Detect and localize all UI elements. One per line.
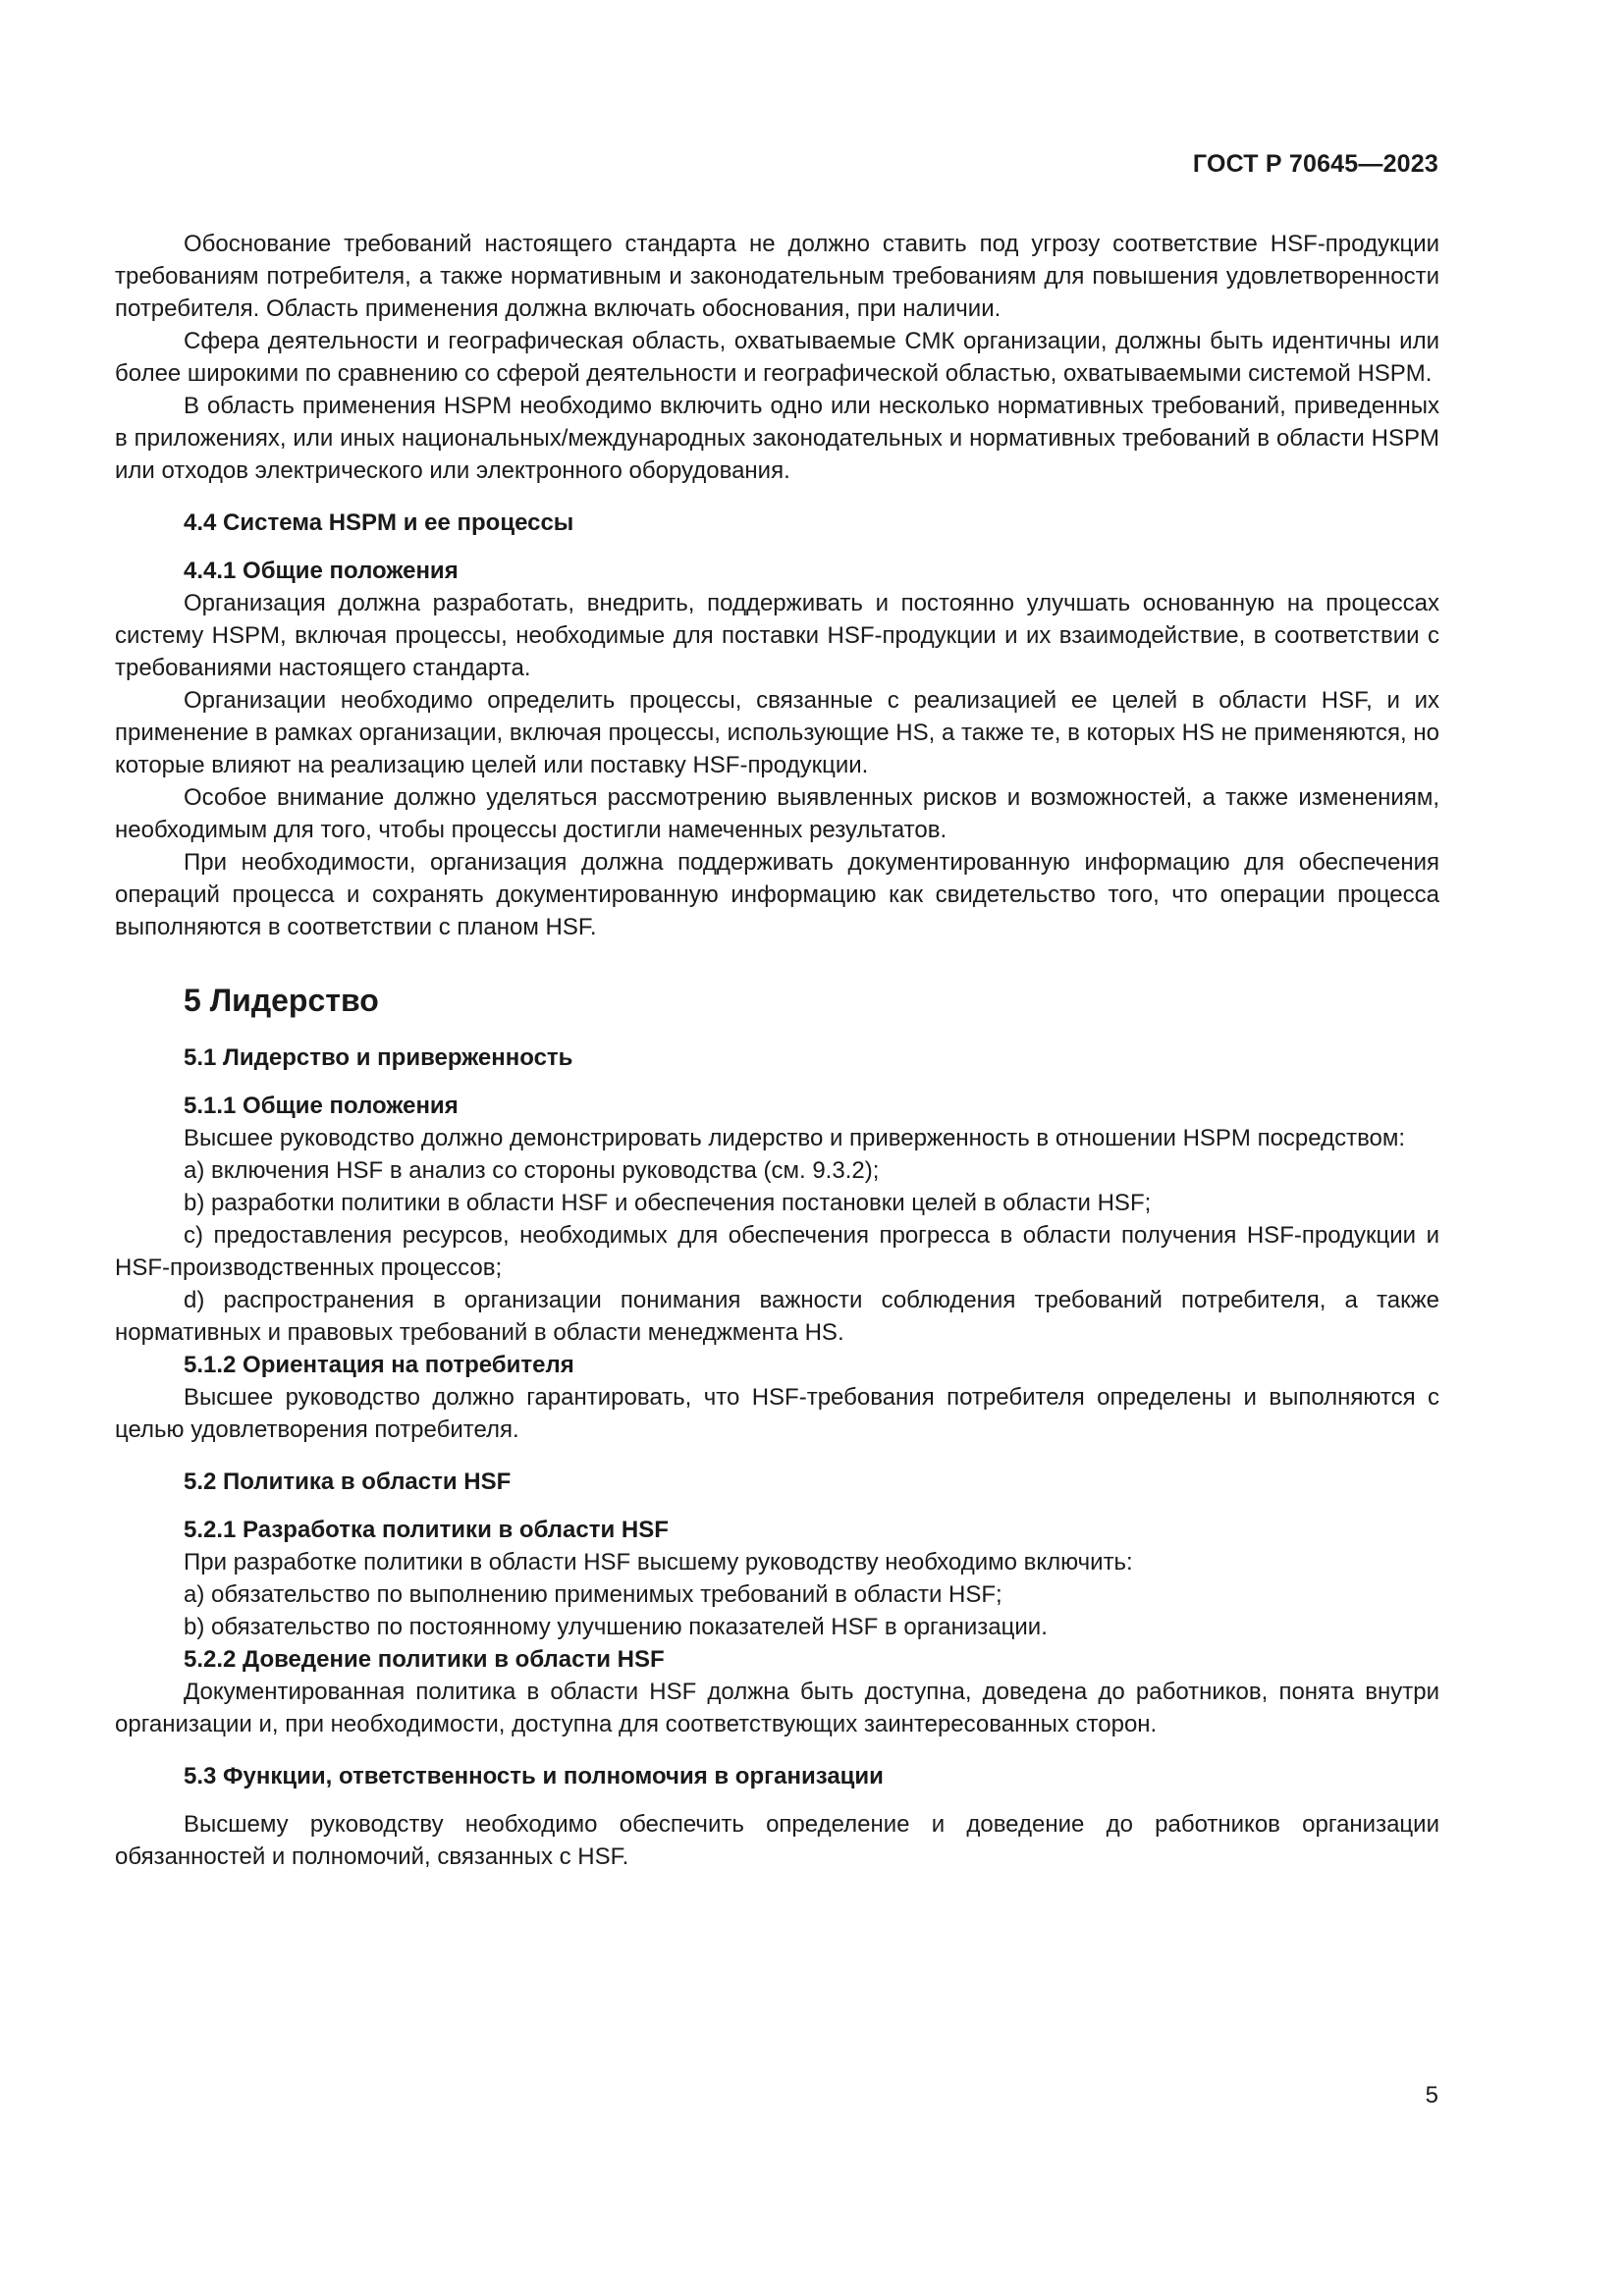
paragraph: Сфера деятельности и географическая область, охватываемые СМК организации, должны быть идентичны или более широкими по сравнению со сферой деятельности и географической областью, охватываемыми системой HSPM. [115, 328, 1439, 387]
page-content [115, 228, 1439, 1873]
section-heading-5-2-1: 5.2.1 Разработка политики в области HSF [184, 1517, 669, 1543]
section-heading-4-4-1: 4.4.1 Общие положения [184, 558, 459, 584]
paragraph: Организации необходимо определить процессы, связанные с реализацией ее целей в области HSF, и их применение в рамках организации, включая процессы, использующие HS, а также те, в которых HS не применяются, но которые влияют на реализацию целей или поставку HSF-продукции. [115, 687, 1439, 778]
section-heading-5-2-2: 5.2.2 Доведение политики в области HSF [184, 1646, 665, 1673]
paragraph: Обоснование требований настоящего стандарта не должно ставить под угрозу соответствие HSF-продукции требованиям потребителя, а также нормативным и законодательным требованиям для повышения удовлетворенности потребителя. Область применения должна включать обоснования, при наличии. [115, 231, 1439, 322]
list-item: a) обязательство по выполнению применимых требований в области HSF; [184, 1581, 1002, 1608]
section-heading-5-1-1: 5.1.1 Общие положения [184, 1093, 459, 1119]
list-item: b) разработки политики в области HSF и обеспечения постановки целей в области HSF; [184, 1190, 1152, 1216]
paragraph: Особое внимание должно уделяться рассмотрению выявленных рисков и возможностей, а также изменениям, необходимым для того, чтобы процессы достигли намеченных результатов. [115, 784, 1439, 843]
section-heading-5-1: 5.1 Лидерство и приверженность [184, 1044, 573, 1071]
section-heading-5-3: 5.3 Функции, ответственность и полномочия в организации [184, 1763, 884, 1789]
paragraph: Документированная политика в области HSF должна быть доступна, доведена до работников, понята внутри организации и, при необходимости, доступна для соответствующих заинтересованных сторон. [115, 1679, 1439, 1737]
paragraph: Организация должна разработать, внедрить, поддерживать и постоянно улучшать основанную на процессах систему HSPM, включая процессы, необходимые для поставки HSF-продукции и их взаимодействие, в соответствии с требованиями настоящего стандарта. [115, 590, 1439, 681]
paragraph: Высшее руководство должно демонстрировать лидерство и приверженность в отношении HSPM посредством: [184, 1125, 1406, 1151]
paragraph: При разработке политики в области HSF высшему руководству необходимо включить: [184, 1549, 1133, 1575]
paragraph: В область применения HSPM необходимо включить одно или несколько нормативных требований, приведенных в приложениях, или иных национальных/международных законодательных и нормативных требований в области HSPM или отходов электрического или электронного оборудования. [115, 393, 1439, 484]
list-item: d) распространения в организации понимания важности соблюдения требований потребителя, а также нормативных и правовых требований в области менеджмента HS. [115, 1287, 1439, 1346]
section-heading-5-1-2: 5.1.2 Ориентация на потребителя [184, 1352, 574, 1378]
chapter-heading-5: 5 Лидерство [184, 983, 379, 1018]
document-code: ГОСТ Р 70645—2023 [1192, 150, 1438, 178]
paragraph: Высшему руководству необходимо обеспечить определение и доведение до работников организации обязанностей и полномочий, связанных с HSF. [115, 1811, 1439, 1870]
section-heading-4-4: 4.4 Система HSPM и ее процессы [184, 509, 574, 536]
page-number: 5 [1425, 2082, 1438, 2109]
list-item: a) включения HSF в анализ со стороны руководства (см. 9.3.2); [184, 1157, 880, 1184]
paragraph: Высшее руководство должно гарантировать, что HSF-требования потребителя определены и выполняются с целью удовлетворения потребителя. [115, 1384, 1439, 1443]
section-heading-5-2: 5.2 Политика в области HSF [184, 1468, 512, 1495]
list-item: b) обязательство по постоянному улучшению показателей HSF в организации. [184, 1614, 1048, 1640]
paragraph: При необходимости, организация должна поддерживать документированную информацию для обеспечения операций процесса и сохранять документированную информацию как свидетельство того, что операции процесса выполняются в соответствии с планом HSF. [115, 849, 1439, 940]
list-item: c) предоставления ресурсов, необходимых для обеспечения прогресса в области получения HSF-продукции и HSF-производственных процессов; [115, 1222, 1439, 1281]
